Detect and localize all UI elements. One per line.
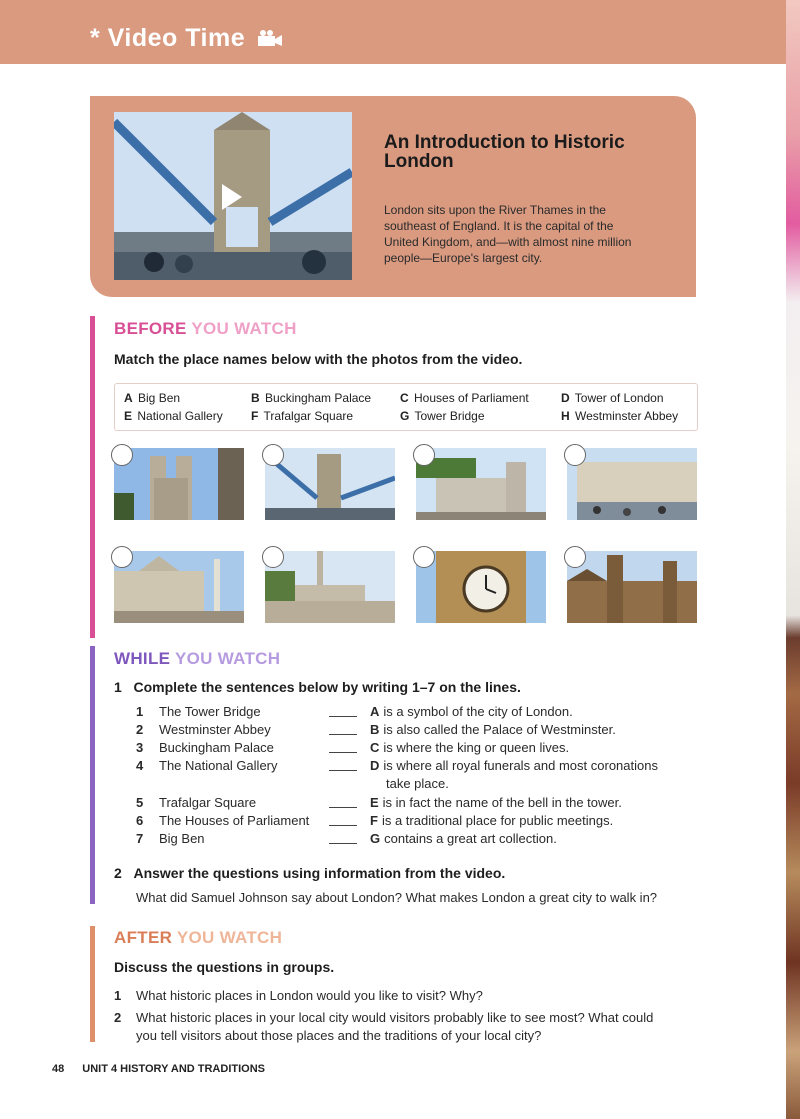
item-number: 4 [136, 758, 144, 773]
answer-blank-b[interactable] [329, 734, 357, 735]
answer-circle-6[interactable] [262, 546, 284, 568]
after-q1: What historic places in London would you like to visit? Why? [136, 988, 483, 1003]
option-b: B Buckingham Palace [251, 391, 372, 405]
photo-tower-bridge [265, 448, 395, 520]
answer-blank-d[interactable] [329, 770, 357, 771]
item-name: Big Ben [159, 831, 205, 846]
photo-westminster-abbey [114, 448, 244, 520]
answer-circle-1[interactable] [111, 444, 133, 466]
page-footer [52, 1063, 265, 1075]
sentence-a: A is a symbol of the city of London. [370, 704, 573, 719]
item-name: Westminster Abbey [159, 722, 271, 737]
option-d: D Tower of London [561, 391, 664, 405]
photo-trafalgar-square [265, 551, 395, 623]
option-a: A Big Ben [124, 391, 181, 405]
option-f: F Trafalgar Square [251, 409, 354, 423]
item-number: 6 [136, 813, 144, 828]
item-number: 1 [136, 704, 144, 719]
item-number: 7 [136, 831, 144, 846]
item-name: The Houses of Parliament [159, 813, 310, 828]
answer-blank-g[interactable] [329, 843, 357, 844]
while-q2-detail: What did Samuel Johnson say about London? What makes London a great city to walk in? [136, 890, 658, 905]
item-name: Trafalgar Square [159, 795, 257, 810]
before-section-bar [90, 316, 95, 638]
intro-text: London sits upon the River Thames in the southeast of England. It is the capital of the United Kingdom, and—with almost nine million people—Europe's largest city. [384, 203, 632, 265]
item-name: Buckingham Palace [159, 740, 274, 755]
sentence-d-continued: take place. [386, 776, 449, 791]
video-camera-icon [257, 29, 283, 47]
video-thumbnail[interactable] [114, 112, 352, 280]
page-number: 48 [52, 1063, 65, 1075]
item-name: The National Gallery [159, 758, 278, 773]
option-e: E National Gallery [124, 409, 223, 423]
option-g: G Tower Bridge [400, 409, 485, 423]
after-instruction: Discuss the questions in groups. [114, 959, 335, 975]
answer-circle-4[interactable] [564, 444, 586, 466]
sentence-b: B is also called the Palace of Westminster. [370, 722, 616, 737]
unit-label: UNIT 4 HISTORY AND TRADITIONS [82, 1063, 265, 1075]
before-heading: BEFORE YOU WATCH [114, 319, 297, 338]
while-q2: 2 Answer the questions using information from the video. [114, 865, 506, 881]
intro-title: An Introduction to Historic London [384, 132, 625, 172]
after-q2-line1: What historic places in your local city would visitors probably like to see most? What could [136, 1010, 654, 1025]
photo-national-gallery [114, 551, 244, 623]
sentence-f: F is a traditional place for public meetings. [370, 813, 614, 828]
after-q2-line2: you tell visitors about those places and the traditions of your local city? [136, 1028, 542, 1043]
after-q1-number: 1 [114, 988, 122, 1003]
while-q1: 1 Complete the sentences below by writing 1–7 on the lines. [114, 679, 521, 695]
option-h: H Westminster Abbey [561, 409, 679, 423]
item-number: 3 [136, 740, 144, 755]
while-heading: WHILE YOU WATCH [114, 649, 281, 668]
answer-blank-c[interactable] [329, 752, 357, 753]
sentence-c: C is where the king or queen lives. [370, 740, 570, 755]
sentence-e: E is in fact the name of the bell in the tower. [370, 795, 622, 810]
answer-circle-3[interactable] [413, 444, 435, 466]
option-c: C Houses of Parliament [400, 391, 529, 405]
while-section-bar [90, 646, 95, 904]
photo-tower-of-london [416, 448, 546, 520]
section-title: * Video Time [90, 24, 283, 53]
sentence-d: D is where all royal funerals and most coronations [370, 758, 658, 773]
answer-blank-f[interactable] [329, 825, 357, 826]
photo-buckingham-palace [567, 448, 697, 520]
item-number: 5 [136, 795, 144, 810]
item-name: The Tower Bridge [159, 704, 261, 719]
after-section-bar [90, 926, 95, 1042]
answer-blank-a[interactable] [329, 716, 357, 717]
answer-blank-e[interactable] [329, 807, 357, 808]
before-instruction: Match the place names below with the photos from the video. [114, 351, 523, 367]
page-edge-strip [786, 0, 800, 1119]
play-icon[interactable] [222, 184, 242, 210]
after-heading: AFTER YOU WATCH [114, 928, 283, 947]
after-q2-number: 2 [114, 1010, 122, 1025]
sentence-g: G contains a great art collection. [370, 831, 557, 846]
answer-circle-8[interactable] [564, 546, 586, 568]
answer-circle-2[interactable] [262, 444, 284, 466]
photo-big-ben [416, 551, 546, 623]
item-number: 2 [136, 722, 144, 737]
answer-circle-7[interactable] [413, 546, 435, 568]
photo-houses-of-parliament [567, 551, 697, 623]
answer-circle-5[interactable] [111, 546, 133, 568]
